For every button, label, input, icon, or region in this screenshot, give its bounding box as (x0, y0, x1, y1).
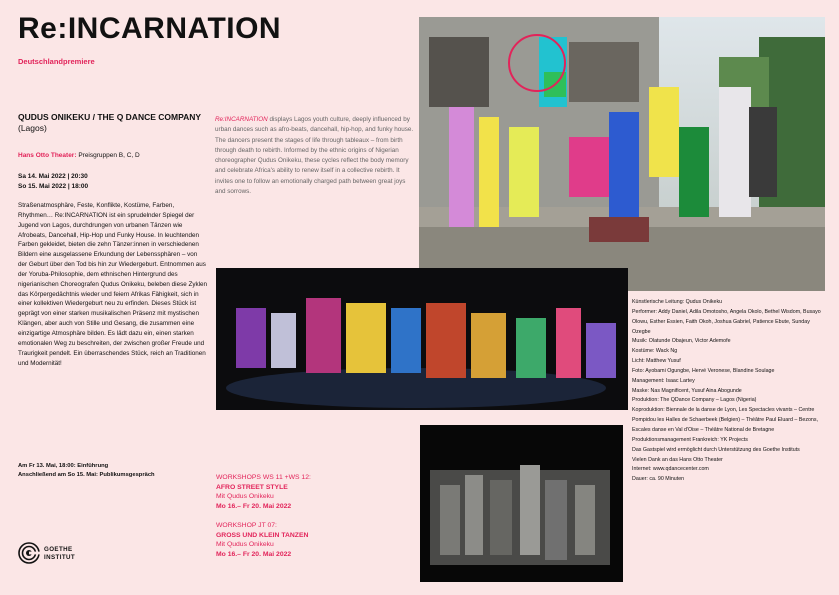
workshop-2 (216, 521, 356, 559)
workshop-2-label: WORKSHOP JT 07: (216, 522, 277, 529)
premiere-label: Deutschlandpremiere (18, 57, 95, 66)
date-2: So 15. Mai 2022 | 18:00 (18, 183, 89, 190)
credit-internet: Internet: www.qdancecenter.com (632, 466, 709, 473)
logo-line-2: INSTITUT (44, 553, 76, 561)
logo-line-1: GOETHE (44, 546, 73, 553)
company-heading (18, 112, 203, 134)
credit-photo: Foto: Ayobami Ogungbe, Hervé Veronese, Blandine Soulage (632, 367, 775, 374)
workshop-2-dates: Mo 16.– Fr 20. Mai 2022 (216, 550, 292, 558)
credit-thanks: Vielen Dank an das Hans Otto Theater (632, 456, 723, 463)
page-title: Re:INCARNATION (18, 12, 282, 45)
credit-performers: Performer: Addy Daniel, Adila Omotosho, Angela Okolo, Bethel Wisdom, Busayo Olowu, Esther Essien, Faith Okoh, Joshua Gabriel, Patience Ebute, Sunday Ozegbe (632, 308, 821, 335)
en-body: displays Lagos youth culture, deeply influenced by urban dances such as afro-beats, dancehall, hip-hop, and funky house. The dancers present the stages of life through tableaux – from birth through death to rebirth. Informed by the ethnic origins of Nigerian choreographer Qudus Onikeku, these cycles reflect the body memory and celebrate Africa's ability to renew itself in a collective rebirth. It invites one to follow an emotionally charged path between great joys and sorrows. (215, 116, 414, 196)
description-english (215, 115, 415, 197)
workshop-1 (216, 473, 356, 511)
credit-mask: Maske: Nas Magnificent, Yusuf Aina Abogunde (632, 387, 742, 394)
credit-production-france: Produktionsmanagement Frankreich: YK Projects (632, 436, 748, 443)
venue-prices: Preisgruppen B, C, D (76, 152, 140, 159)
company-name: QUDUS ONIKEKU / THE Q DANCE COMPANY (18, 112, 201, 122)
credit-costumes: Kostüme: Wack Ng (632, 348, 678, 355)
goethe-logo-icon (18, 542, 40, 564)
note-introduction: Am Fr 13. Mai, 18:00: Einführung (18, 463, 109, 469)
credit-light: Licht: Matthew Yusuf (632, 358, 681, 365)
note-talk: Anschließend am So 15. Mai: Publikumsgespräch (18, 472, 155, 478)
event-notes (18, 462, 208, 480)
workshop-1-with: Mit Qudus Onikeku (216, 493, 274, 500)
en-title: Re:INCARNATION (215, 116, 268, 123)
photo-grey-ensemble (420, 425, 623, 582)
credit-coproduction: Koproduktion: Biennale de la danse de Lyon, Les Spectacles vivants – Centre Pompidou les Halles de Schaerbeek (Belgien) – Théâtre Paul Eluard – Bezons, Escales danse en Val d'Oise – Théâtre National de Bretagne (632, 407, 818, 433)
credit-music: Musik: Olatunde Obajeun, Victor Ademofe (632, 338, 731, 345)
company-place: (Lagos) (18, 123, 47, 133)
workshop-2-title: GROSS UND KLEIN TANZEN (216, 531, 309, 539)
venue-line (18, 152, 140, 159)
workshop-1-title: AFRO STREET STYLE (216, 483, 288, 491)
credit-duration: Dauer: ca. 90 Minuten (632, 476, 685, 483)
credits-list (632, 298, 827, 485)
photo-group-steps (419, 17, 825, 291)
performance-dates (18, 172, 88, 192)
credit-support: Das Gastspiel wird ermöglicht durch Unterstützung des Goethe Instituts (632, 446, 800, 453)
goethe-institut-logo (18, 538, 138, 568)
description-german: Straßenatmosphäre, Feste, Konflikte, Kostüme, Farben, Rhythmen… Re:INCARNATION ist ein sprudelnder Spiegel der Jugend von Lagos, durchdrungen von urbanen Tänzen wie Afrobeats, Dancehall, Hip-Hop und Funky House. In leuchtenden Farben gekleidet, bieten die zehn Tänzer:innen in verschiedenen Bildern eine ausgelassene Erkundung der Lebenssphären – von der Geburt über den Tod bis hin zur Wiedergeburt. Entnommen aus der Yoruba-Philosophie, dem ethnischen Hintergrund des nigerianischen Choreografen Qudus Onikeku, beleben diese Zyklen das Körpergedächtnis wieder und feiern Afrikas Fähigkeit, sich in einer kollektiven Wiedergeburt neu zu erfinden. Dieses Stück ist geprägt von einer starken musikalischen Präsenz mit mystischen Klängen, aber auch von Stille und Gesang, die zusammen eine einzigartige Atmosphäre bilden. Es lädt dazu ein, einen starken emotionalen Weg zu beschreiten, der zwischen großer Freude und Traurigkeit pendelt. Ein überraschendes Stück, reich an Traditionen und Modernität! (18, 202, 208, 367)
credit-production: Produktion: The QDance Company – Lagos (Nigeria) (632, 397, 757, 404)
credit-artistic-direction: Künstlerische Leitung: Qudus Onikeku (632, 299, 723, 305)
workshop-1-label: WORKSHOPS WS 11 +WS 12: (216, 474, 311, 481)
workshop-2-with: Mit Qudus Onikeku (216, 541, 274, 548)
credit-management: Management: Isaac Lartey (632, 377, 695, 384)
workshop-1-dates: Mo 16.– Fr 20. Mai 2022 (216, 502, 292, 510)
venue-label: Hans Otto Theater: (18, 152, 77, 159)
date-1: Sa 14. Mai 2022 | 20:30 (18, 173, 88, 180)
photo-stage-costumes (216, 268, 628, 410)
